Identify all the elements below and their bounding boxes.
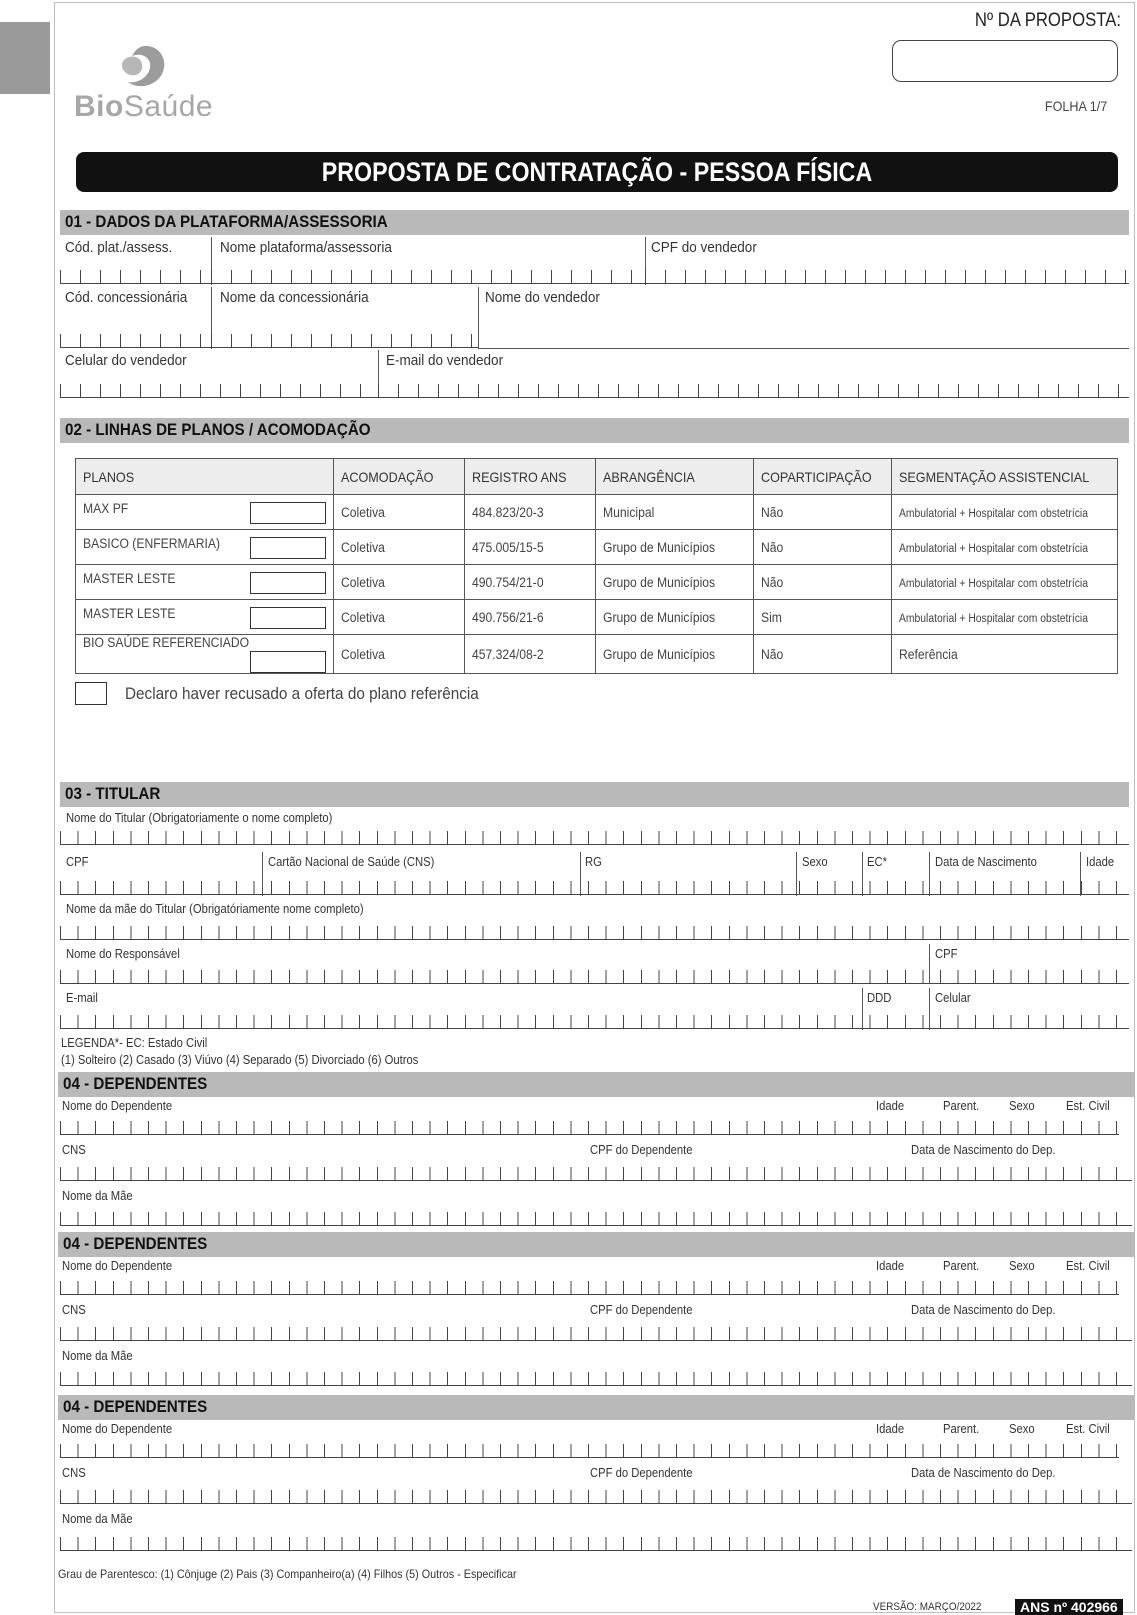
refusal-declaration: Declaro haver recusado a oferta do plano referência (125, 684, 479, 703)
label-nome-mae: Nome da Mãe (62, 1189, 133, 1203)
table-header-row (76, 459, 1118, 495)
label-est-civil: Est. Civil (1066, 1099, 1110, 1113)
table-row (76, 635, 1118, 674)
table-cell: Grupo de Municípios (596, 600, 754, 635)
table-cell: Não (753, 565, 891, 600)
table-cell: 484.823/20-3 (465, 495, 596, 530)
column-header: ABRANGÊNCIA (596, 459, 754, 495)
label-ec: EC* (867, 855, 888, 869)
label-sexo: Sexo (802, 855, 828, 869)
label-cpf-dependente: CPF do Dependente (590, 1303, 693, 1317)
label-idade: Idade (1086, 855, 1115, 869)
plans-table (75, 458, 1118, 674)
table-cell: Ambulatorial + Hospitalar com obstetrícia (891, 565, 1117, 600)
label-nome-vendedor: Nome do vendedor (485, 289, 600, 306)
nome-dependente-field[interactable] (60, 1444, 1119, 1458)
label-data-nasc-dep: Data de Nascimento do Dep. (911, 1143, 1056, 1157)
label-ddd: DDD (867, 991, 892, 1005)
sheet-number: FOLHA 1/7 (1044, 98, 1107, 114)
label-data-nasc-dep: Data de Nascimento do Dep. (911, 1466, 1056, 1480)
label-cpf-vendedor: CPF do vendedor (651, 239, 757, 256)
cns-cpf-dep-field[interactable] (60, 1167, 1132, 1181)
divider (478, 287, 479, 349)
cns-cpf-dep-field[interactable] (60, 1490, 1132, 1504)
label-celular: Celular (935, 991, 971, 1005)
table-cell: Não (753, 635, 891, 674)
table-cell: Não (753, 530, 891, 565)
section-04-header: 04 - DEPENDENTES (58, 1232, 1135, 1257)
label-email-vendedor: E-mail do vendedor (386, 352, 504, 369)
table-cell: Coletiva (333, 495, 464, 530)
label-nome-mae: Nome da mãe do Titular (Obrigatóriamente nome completo) (66, 902, 364, 916)
table-cell: Ambulatorial + Hospitalar com obstetrícia (891, 530, 1117, 565)
plan-select-box[interactable] (250, 502, 326, 524)
label-nome-conc: Nome da concessionária (220, 289, 369, 306)
cns-cpf-dep-field[interactable] (60, 1327, 1132, 1341)
label-nome-dependente: Nome do Dependente (62, 1259, 173, 1273)
cpf-vendedor-field[interactable] (645, 270, 1129, 284)
column-header: SEGMENTAÇÃO ASSISTENCIAL (891, 459, 1117, 495)
label-nome-dependente: Nome do Dependente (62, 1099, 173, 1113)
label-nome-titular: Nome do Titular (Obrigatoriamente o nome completo) (66, 811, 333, 825)
table-row (76, 565, 1118, 600)
responsavel-field[interactable] (60, 970, 1129, 984)
label-cod-plat: Cód. plat./assess. (65, 239, 173, 256)
label-cod-conc: Cód. concessionária (65, 289, 188, 306)
nome-mae-dep-field[interactable] (60, 1212, 1132, 1226)
table-cell: Coletiva (333, 600, 464, 635)
legend-ec-values: (1) Solteiro (2) Casado (3) Viúvo (4) Separado (5) Divorciado (6) Outros (61, 1053, 419, 1067)
nome-dependente-field[interactable] (60, 1121, 1119, 1135)
table-cell: 490.754/21-0 (465, 565, 596, 600)
label-nome-plat: Nome plataforma/assessoria (220, 239, 392, 256)
table-cell: Referência (891, 635, 1117, 674)
biosaude-logo-icon (118, 44, 170, 92)
version-label: VERSÃO: MARÇO/2022 (873, 1601, 982, 1613)
proposal-number-label: Nº DA PROPOSTA: (974, 10, 1121, 31)
table-cell: Grupo de Municípios (596, 530, 754, 565)
label-rg: RG (585, 855, 602, 869)
table-cell: Grupo de Municípios (596, 635, 754, 674)
table-cell: Coletiva (333, 530, 464, 565)
label-idade: Idade (876, 1422, 905, 1436)
table-cell: Ambulatorial + Hospitalar com obstetrícia (891, 495, 1117, 530)
refusal-checkbox[interactable] (75, 682, 107, 705)
nome-vendedor-field[interactable] (478, 348, 1129, 349)
plan-select-box[interactable] (250, 572, 326, 594)
nome-dependente-field[interactable] (60, 1281, 1119, 1295)
nome-conc-field[interactable] (211, 334, 478, 348)
plan-cell: BIO SAÚDE REFERENCIADO (76, 635, 334, 674)
label-parent: Parent. (943, 1099, 980, 1113)
corner-tab (0, 22, 50, 94)
plan-cell: MASTER LESTE (76, 600, 334, 635)
plan-select-box[interactable] (250, 651, 326, 673)
label-cpf-dependente: CPF do Dependente (590, 1466, 693, 1480)
table-cell: 490.756/21-6 (465, 600, 596, 635)
label-nome-mae: Nome da Mãe (62, 1512, 133, 1526)
cpf-cns-rg-field[interactable] (60, 881, 1129, 895)
label-nome-resp: Nome do Responsável (66, 947, 180, 961)
label-nome-dependente: Nome do Dependente (62, 1422, 173, 1436)
table-cell: Ambulatorial + Hospitalar com obstetrícia (891, 600, 1117, 635)
column-header: PLANOS (76, 459, 334, 495)
nome-mae-field[interactable] (60, 926, 1129, 940)
email-vendedor-field[interactable] (378, 384, 1129, 398)
table-row (76, 530, 1118, 565)
label-sexo: Sexo (1009, 1259, 1035, 1273)
kinship-legend: Grau de Parentesco: (1) Cônjuge (2) Pais (3) Companheiro(a) (4) Filhos (5) Outros - Especificar (58, 1567, 517, 1581)
label-sexo: Sexo (1009, 1422, 1035, 1436)
label-cns: CNS (62, 1466, 86, 1480)
label-est-civil: Est. Civil (1066, 1259, 1110, 1273)
celular-vendedor-field[interactable] (60, 384, 378, 398)
label-celular-vendedor: Celular do vendedor (65, 352, 187, 369)
logo-text: BioSaúde (74, 90, 214, 123)
table-cell: Sim (753, 600, 891, 635)
proposal-number-field[interactable] (892, 40, 1118, 82)
label-parent: Parent. (943, 1259, 980, 1273)
table-cell: 475.005/15-5 (465, 530, 596, 565)
plan-cell: BASICO (ENFERMARIA) (76, 530, 334, 565)
label-data-nasc: Data de Nascimento (935, 855, 1037, 869)
column-header: REGISTRO ANS (465, 459, 596, 495)
nome-mae-dep-field[interactable] (60, 1372, 1132, 1386)
cod-plat-field[interactable] (60, 270, 211, 284)
plan-select-box[interactable] (250, 537, 326, 559)
label-idade: Idade (876, 1099, 905, 1113)
table-row (76, 495, 1118, 530)
table-row (76, 600, 1118, 635)
label-cns: CNS (62, 1303, 86, 1317)
label-cns: CNS (62, 1143, 86, 1157)
label-idade: Idade (876, 1259, 905, 1273)
plan-cell: MASTER LESTE (76, 565, 334, 600)
section-03-header: 03 - TITULAR (60, 782, 1129, 807)
cod-conc-field[interactable] (60, 334, 211, 348)
nome-plat-field[interactable] (211, 270, 645, 284)
label-cns: Cartão Nacional de Saúde (CNS) (268, 855, 435, 869)
section-04-header: 04 - DEPENDENTES (58, 1395, 1135, 1420)
label-email: E-mail (66, 991, 98, 1005)
label-cpf-resp: CPF (935, 947, 958, 961)
section-01-header: 01 - DADOS DA PLATAFORMA/ASSESSORIA (60, 210, 1129, 235)
email-celular-field[interactable] (60, 1015, 1129, 1029)
section-04-header: 04 - DEPENDENTES (58, 1072, 1135, 1097)
plan-cell: MAX PF (76, 495, 334, 530)
table-cell: Coletiva (333, 565, 464, 600)
nome-mae-dep-field[interactable] (60, 1537, 1132, 1551)
column-header: ACOMODAÇÃO (333, 459, 464, 495)
table-cell: Não (753, 495, 891, 530)
table-cell: Grupo de Municípios (596, 565, 754, 600)
label-nome-mae: Nome da Mãe (62, 1349, 133, 1363)
table-cell: Municipal (596, 495, 754, 530)
label-cpf: CPF (66, 855, 89, 869)
label-cpf-dependente: CPF do Dependente (590, 1143, 693, 1157)
table-cell: 457.324/08-2 (465, 635, 596, 674)
label-data-nasc-dep: Data de Nascimento do Dep. (911, 1303, 1056, 1317)
label-est-civil: Est. Civil (1066, 1422, 1110, 1436)
section-02-header: 02 - LINHAS DE PLANOS / ACOMODAÇÃO (60, 418, 1129, 443)
plan-select-box[interactable] (250, 607, 326, 629)
form-title: PROPOSTA DE CONTRATAÇÃO - PESSOA FÍSICA (76, 152, 1118, 192)
nome-titular-field[interactable] (60, 831, 1129, 845)
table-cell: Coletiva (333, 635, 464, 674)
ans-registration: ANS nº 402966 (1015, 1599, 1123, 1615)
column-header: COPARTICIPAÇÃO (753, 459, 891, 495)
legend-ec: LEGENDA*- EC: Estado Civil (61, 1036, 208, 1050)
label-parent: Parent. (943, 1422, 980, 1436)
label-sexo: Sexo (1009, 1099, 1035, 1113)
